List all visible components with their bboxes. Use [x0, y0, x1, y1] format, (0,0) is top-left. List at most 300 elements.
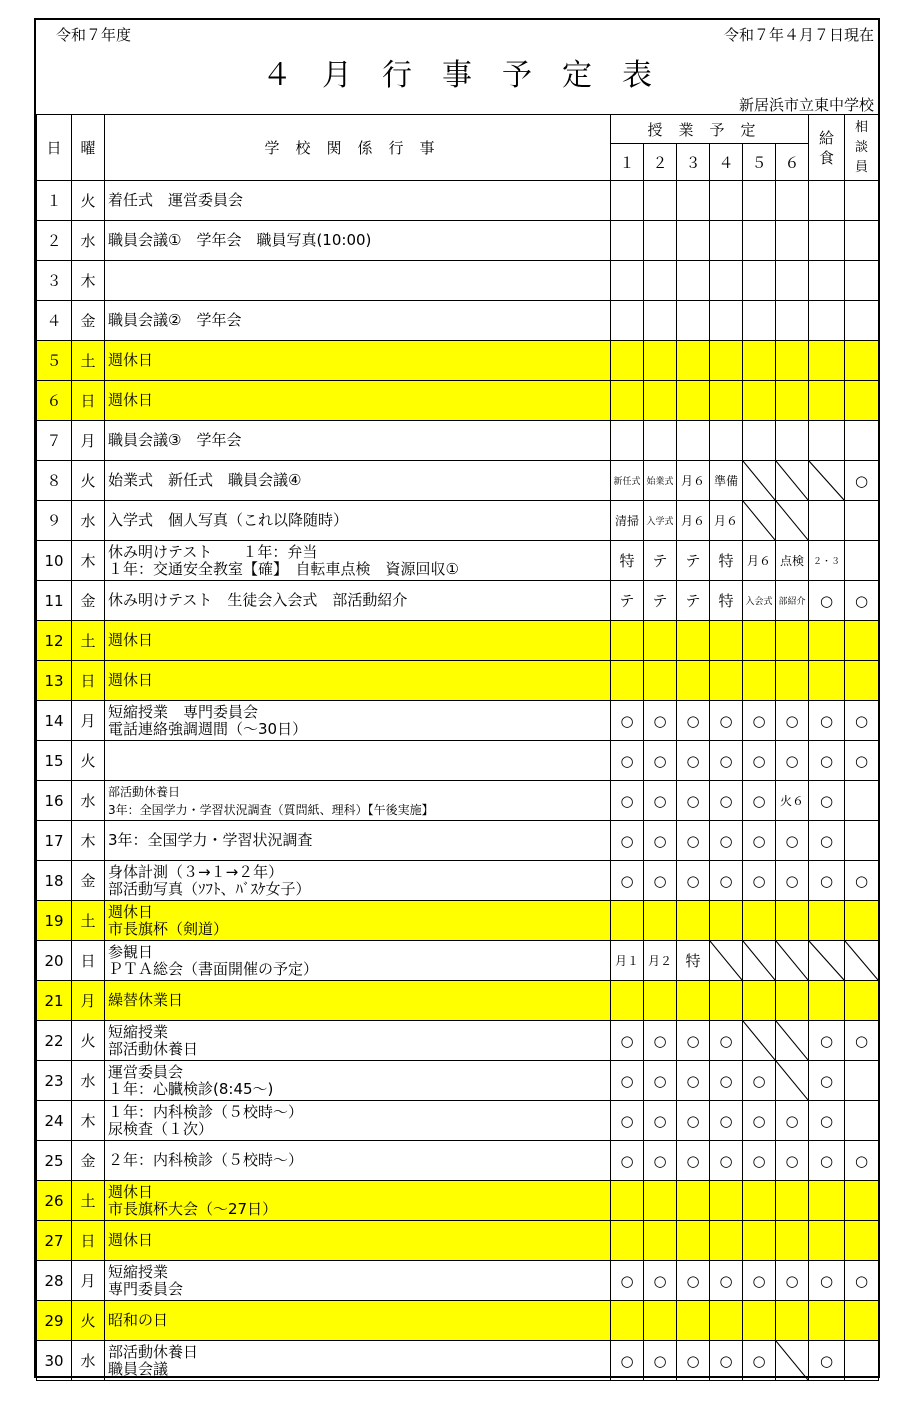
weekday-cell: 木 [72, 541, 105, 581]
period-cell: ○ [743, 701, 776, 741]
period-cell: ○ [845, 1141, 879, 1181]
table-row [37, 381, 879, 421]
period-cell: 月６ [677, 461, 710, 501]
period-cell: 月６ [743, 541, 776, 581]
weekday-cell: 火 [72, 461, 105, 501]
period-cell [644, 901, 677, 941]
period-cell [710, 1301, 743, 1341]
period-cell [776, 341, 809, 381]
period-cell [677, 981, 710, 1021]
event-line: 部活動休養日 [108, 1342, 199, 1361]
period-cell [776, 261, 809, 301]
event-line: 着任式 運営委員会 [108, 191, 244, 209]
diagonal-mark [743, 941, 775, 980]
day-cell: 11 [37, 581, 72, 621]
period-cell: ○ [611, 1261, 644, 1301]
table-row [37, 581, 879, 621]
period-cell: テ [677, 581, 710, 621]
period-cell [809, 901, 845, 941]
event-line: 職員会議② 学年会 [108, 311, 242, 329]
period-cell [743, 661, 776, 701]
period-cell: ○ [743, 781, 776, 821]
period-cell: ○ [611, 1341, 644, 1381]
col-events: 学校関係行事 [105, 115, 611, 181]
period-cell: テ [644, 581, 677, 621]
weekday-cell: 火 [72, 1021, 105, 1061]
period-cell [644, 301, 677, 341]
period-cell: ○ [743, 1141, 776, 1181]
weekday-cell: 土 [72, 901, 105, 941]
event-line: 繰替休業日 [108, 991, 184, 1009]
period-cell [710, 261, 743, 301]
period-cell: 部紹介 [776, 581, 809, 621]
table-row [37, 421, 879, 461]
table-row [37, 901, 879, 941]
period-cell: ○ [677, 781, 710, 821]
period-cell [644, 421, 677, 461]
period-cell: ○ [809, 701, 845, 741]
period-cell [845, 941, 879, 981]
weekday-cell: 水 [72, 1061, 105, 1101]
event-line: 週休日 [108, 391, 154, 409]
event-cell [105, 1301, 611, 1341]
table-row [37, 1061, 879, 1101]
period-cell: ○ [845, 1261, 879, 1301]
period-cell: ○ [611, 1061, 644, 1101]
period-cell: ○ [644, 1101, 677, 1141]
day-cell: １ [37, 181, 72, 221]
weekday-cell: 水 [72, 781, 105, 821]
period-cell [776, 421, 809, 461]
period-cell [845, 221, 879, 261]
event-line: 週休日 [108, 1182, 154, 1201]
col-lessons: 授業予定 [611, 115, 809, 144]
period-cell [845, 1061, 879, 1101]
period-cell [677, 901, 710, 941]
table-row [37, 1181, 879, 1221]
weekday-cell: 日 [72, 381, 105, 421]
period-cell [743, 301, 776, 341]
day-cell: 30 [37, 1341, 72, 1381]
table-row [37, 941, 879, 981]
period-cell [845, 821, 879, 861]
period-cell [809, 301, 845, 341]
period-cell: 始業式 [644, 461, 677, 501]
period-cell [710, 1181, 743, 1221]
period-cell [743, 221, 776, 261]
period-cell: ○ [776, 741, 809, 781]
period-cell: ○ [809, 1021, 845, 1061]
period-cell [809, 221, 845, 261]
table-row [37, 221, 879, 261]
period-cell [776, 381, 809, 421]
event-line: 身体計測（３→１→２年） [108, 862, 284, 881]
weekday-cell: 月 [72, 701, 105, 741]
diagonal-mark [809, 941, 844, 980]
schedule-table [36, 114, 879, 1381]
period-cell: ○ [611, 1021, 644, 1061]
table-row [37, 1101, 879, 1141]
period-cell: ○ [743, 741, 776, 781]
period-cell: ○ [845, 461, 879, 501]
period-cell: ○ [677, 1061, 710, 1101]
period-cell: 月１ [611, 941, 644, 981]
period-cell: ○ [677, 821, 710, 861]
table-row [37, 861, 879, 901]
period-cell [644, 1221, 677, 1261]
period-cell [677, 661, 710, 701]
period-cell [677, 221, 710, 261]
day-cell: ３ [37, 261, 72, 301]
table-row [37, 1341, 879, 1381]
event-cell [105, 621, 611, 661]
event-cell [105, 1221, 611, 1261]
period-cell: ○ [644, 861, 677, 901]
period-cell [809, 341, 845, 381]
diagonal-mark [743, 1021, 775, 1060]
period-cell: ○ [677, 741, 710, 781]
event-cell [105, 741, 611, 781]
weekday-cell: 金 [72, 301, 105, 341]
col-period-3: ３ [677, 144, 710, 181]
col-period-6: ６ [776, 144, 809, 181]
period-cell [809, 1221, 845, 1261]
period-cell: 新任式 [611, 461, 644, 501]
period-cell [611, 1221, 644, 1261]
event-line: 昭和の日 [108, 1311, 169, 1329]
table-row [37, 501, 879, 541]
event-line: １年：交通安全教室【確】 自転車点検 資源回収① [108, 559, 459, 578]
period-cell [809, 941, 845, 981]
event-cell [105, 1061, 611, 1101]
event-line: 短縮授業 [108, 1022, 169, 1041]
weekday-cell: 日 [72, 661, 105, 701]
day-cell: 16 [37, 781, 72, 821]
period-cell [845, 301, 879, 341]
event-cell [105, 1021, 611, 1061]
period-cell [845, 541, 879, 581]
period-cell: ○ [710, 1061, 743, 1101]
period-cell [776, 901, 809, 941]
period-cell [611, 621, 644, 661]
period-cell [611, 901, 644, 941]
period-cell: 準備 [710, 461, 743, 501]
period-cell [743, 381, 776, 421]
day-cell: 12 [37, 621, 72, 661]
event-cell [105, 981, 611, 1021]
period-cell [809, 1181, 845, 1221]
period-cell: ○ [644, 1021, 677, 1061]
event-cell [105, 421, 611, 461]
event-line: 週休日 [108, 671, 154, 689]
period-cell: テ [677, 541, 710, 581]
period-cell [845, 621, 879, 661]
period-cell [776, 461, 809, 501]
period-cell [710, 341, 743, 381]
period-cell [743, 621, 776, 661]
period-cell [776, 1301, 809, 1341]
period-cell [776, 661, 809, 701]
period-cell [677, 181, 710, 221]
day-cell: ５ [37, 341, 72, 381]
period-cell [644, 381, 677, 421]
day-cell: ８ [37, 461, 72, 501]
period-cell: ○ [611, 861, 644, 901]
period-cell [743, 261, 776, 301]
period-cell: ○ [611, 821, 644, 861]
period-cell: 特 [611, 541, 644, 581]
period-cell [611, 981, 644, 1021]
period-cell [845, 421, 879, 461]
period-cell: ○ [644, 1141, 677, 1181]
table-row [37, 1221, 879, 1261]
period-cell: ○ [743, 821, 776, 861]
day-cell: 27 [37, 1221, 72, 1261]
period-cell: ○ [644, 1061, 677, 1101]
period-cell [845, 381, 879, 421]
period-cell [743, 181, 776, 221]
period-cell: ○ [677, 1021, 710, 1061]
period-cell [611, 301, 644, 341]
day-cell: ７ [37, 421, 72, 461]
period-cell [644, 261, 677, 301]
event-line: 3年：全国学力・学習状況調査 [108, 831, 313, 849]
event-line: 週休日 [108, 631, 154, 649]
table-row [37, 181, 879, 221]
period-cell: ○ [845, 1021, 879, 1061]
weekday-cell: 木 [72, 1101, 105, 1141]
period-cell [611, 261, 644, 301]
table-row [37, 661, 879, 701]
event-cell [105, 701, 611, 741]
period-cell [743, 461, 776, 501]
period-cell: ○ [644, 821, 677, 861]
col-weekday: 曜 [72, 115, 105, 181]
period-cell: ○ [809, 1101, 845, 1141]
day-cell: 23 [37, 1061, 72, 1101]
day-cell: ６ [37, 381, 72, 421]
period-cell [809, 981, 845, 1021]
period-cell: テ [611, 581, 644, 621]
period-cell: ○ [809, 1261, 845, 1301]
event-line: 職員会議① 学年会 職員写真(10:00) [108, 231, 372, 249]
period-cell: ○ [611, 1101, 644, 1141]
weekday-cell: 木 [72, 261, 105, 301]
event-line: 運営委員会 [108, 1062, 184, 1081]
col-counselor: 相談員 [845, 115, 879, 181]
period-cell [845, 501, 879, 541]
weekday-cell: 月 [72, 981, 105, 1021]
period-cell: ○ [611, 781, 644, 821]
period-cell: 特 [710, 581, 743, 621]
period-cell [710, 1221, 743, 1261]
period-cell: ○ [644, 741, 677, 781]
period-cell: ○ [776, 861, 809, 901]
period-cell: ○ [611, 701, 644, 741]
table-row [37, 341, 879, 381]
event-line: １年：内科検診（５校時～） [108, 1102, 304, 1121]
event-cell [105, 861, 611, 901]
period-cell [776, 1221, 809, 1261]
weekday-cell: 月 [72, 1261, 105, 1301]
diagonal-mark [776, 501, 808, 540]
period-cell [677, 1221, 710, 1261]
period-cell: ○ [809, 741, 845, 781]
table-row [37, 1301, 879, 1341]
period-cell [776, 981, 809, 1021]
period-cell [845, 981, 879, 1021]
event-line: 参観日 [108, 942, 154, 961]
event-line: 市長旗杯大会（～27日） [108, 1199, 278, 1218]
period-cell: ○ [809, 821, 845, 861]
period-cell [611, 221, 644, 261]
period-cell: 火６ [776, 781, 809, 821]
day-cell: ４ [37, 301, 72, 341]
day-cell: 13 [37, 661, 72, 701]
period-cell: ○ [710, 821, 743, 861]
period-cell: ○ [644, 781, 677, 821]
event-line: 専門委員会 [108, 1279, 184, 1298]
period-cell [776, 501, 809, 541]
diagonal-mark [710, 941, 742, 980]
period-cell [611, 661, 644, 701]
event-cell [105, 261, 611, 301]
event-cell [105, 181, 611, 221]
event-cell [105, 301, 611, 341]
period-cell: ○ [677, 861, 710, 901]
table-row [37, 261, 879, 301]
period-cell [743, 421, 776, 461]
event-line: 始業式 新任式 職員会議④ [108, 471, 302, 489]
event-line: ＰＴＡ総会（書面開催の予定） [108, 959, 319, 978]
period-cell [845, 1221, 879, 1261]
period-cell [809, 1301, 845, 1341]
period-cell [845, 181, 879, 221]
event-line: 短縮授業 [108, 1262, 169, 1281]
event-cell [105, 221, 611, 261]
event-cell [105, 941, 611, 981]
day-cell: 20 [37, 941, 72, 981]
event-line: １年：心臓検診(8:45～) [108, 1079, 274, 1098]
period-cell [743, 341, 776, 381]
event-cell [105, 581, 611, 621]
period-cell [776, 181, 809, 221]
period-cell: ○ [677, 1261, 710, 1301]
table-row [37, 621, 879, 661]
period-cell: ○ [644, 1341, 677, 1381]
period-cell [677, 301, 710, 341]
period-cell [743, 901, 776, 941]
period-cell [776, 1061, 809, 1101]
event-line: 職員会議③ 学年会 [108, 431, 242, 449]
table-row [37, 701, 879, 741]
page-title: ４月行事予定表 [262, 58, 682, 93]
period-cell: ○ [710, 701, 743, 741]
event-cell [105, 821, 611, 861]
period-cell: ○ [776, 1101, 809, 1141]
table-row [37, 741, 879, 781]
event-line: 入学式 個人写真（これ以降随時） [108, 511, 349, 529]
period-cell [710, 181, 743, 221]
period-cell [611, 181, 644, 221]
period-cell [845, 341, 879, 381]
diagonal-mark [776, 1021, 808, 1060]
period-cell: ○ [743, 1101, 776, 1141]
period-cell [845, 261, 879, 301]
period-cell: 清掃 [611, 501, 644, 541]
period-cell [710, 421, 743, 461]
period-cell: ○ [845, 701, 879, 741]
event-line: 週休日 [108, 902, 154, 921]
period-cell: ○ [776, 1261, 809, 1301]
period-cell [644, 1181, 677, 1221]
period-cell: ○ [809, 581, 845, 621]
period-cell [809, 261, 845, 301]
weekday-cell: 火 [72, 1301, 105, 1341]
period-cell [710, 981, 743, 1021]
weekday-cell: 木 [72, 821, 105, 861]
day-cell: 14 [37, 701, 72, 741]
event-line: 部活動写真（ｿﾌﾄ、ﾊﾞｽｹ女子） [108, 879, 311, 898]
period-cell [845, 1101, 879, 1141]
period-cell: 月２ [644, 941, 677, 981]
period-cell [845, 1301, 879, 1341]
table-row [37, 1021, 879, 1061]
diagonal-mark [743, 501, 775, 540]
event-line: 休み明けテスト 生徒会入会式 部活動紹介 [108, 591, 408, 609]
period-cell [710, 621, 743, 661]
period-cell: ○ [809, 1061, 845, 1101]
period-cell [809, 381, 845, 421]
period-cell [809, 421, 845, 461]
period-cell [776, 301, 809, 341]
period-cell: 入学式 [644, 501, 677, 541]
event-line: 短縮授業 専門委員会 [108, 702, 259, 721]
event-line: 3年：全国学力・学習状況調査（質問紙、理科）【午後実施】 [108, 802, 434, 817]
period-cell [809, 661, 845, 701]
as-of-date: 令和７年４月７日現在 [723, 26, 874, 44]
period-cell [710, 221, 743, 261]
table-row [37, 301, 879, 341]
period-cell: ○ [710, 741, 743, 781]
weekday-cell: 火 [72, 181, 105, 221]
period-cell [611, 1301, 644, 1341]
period-cell: 特 [710, 541, 743, 581]
period-cell [677, 621, 710, 661]
event-line: 電話連絡強調週間（～30日） [108, 719, 308, 738]
event-line: 週休日 [108, 1231, 154, 1249]
day-cell: 28 [37, 1261, 72, 1301]
table-row [37, 781, 879, 821]
day-cell: ２ [37, 221, 72, 261]
day-cell: 22 [37, 1021, 72, 1061]
table-row [37, 1141, 879, 1181]
period-cell [677, 381, 710, 421]
weekday-cell: 月 [72, 421, 105, 461]
weekday-cell: 水 [72, 501, 105, 541]
period-cell [743, 1021, 776, 1061]
day-cell: 25 [37, 1141, 72, 1181]
period-cell: ○ [710, 1141, 743, 1181]
period-cell: ○ [677, 1341, 710, 1381]
period-cell: ○ [743, 1341, 776, 1381]
day-cell: 19 [37, 901, 72, 941]
day-cell: 29 [37, 1301, 72, 1341]
period-cell [611, 1181, 644, 1221]
event-cell [105, 461, 611, 501]
diagonal-mark [776, 1341, 808, 1380]
period-cell [809, 461, 845, 501]
